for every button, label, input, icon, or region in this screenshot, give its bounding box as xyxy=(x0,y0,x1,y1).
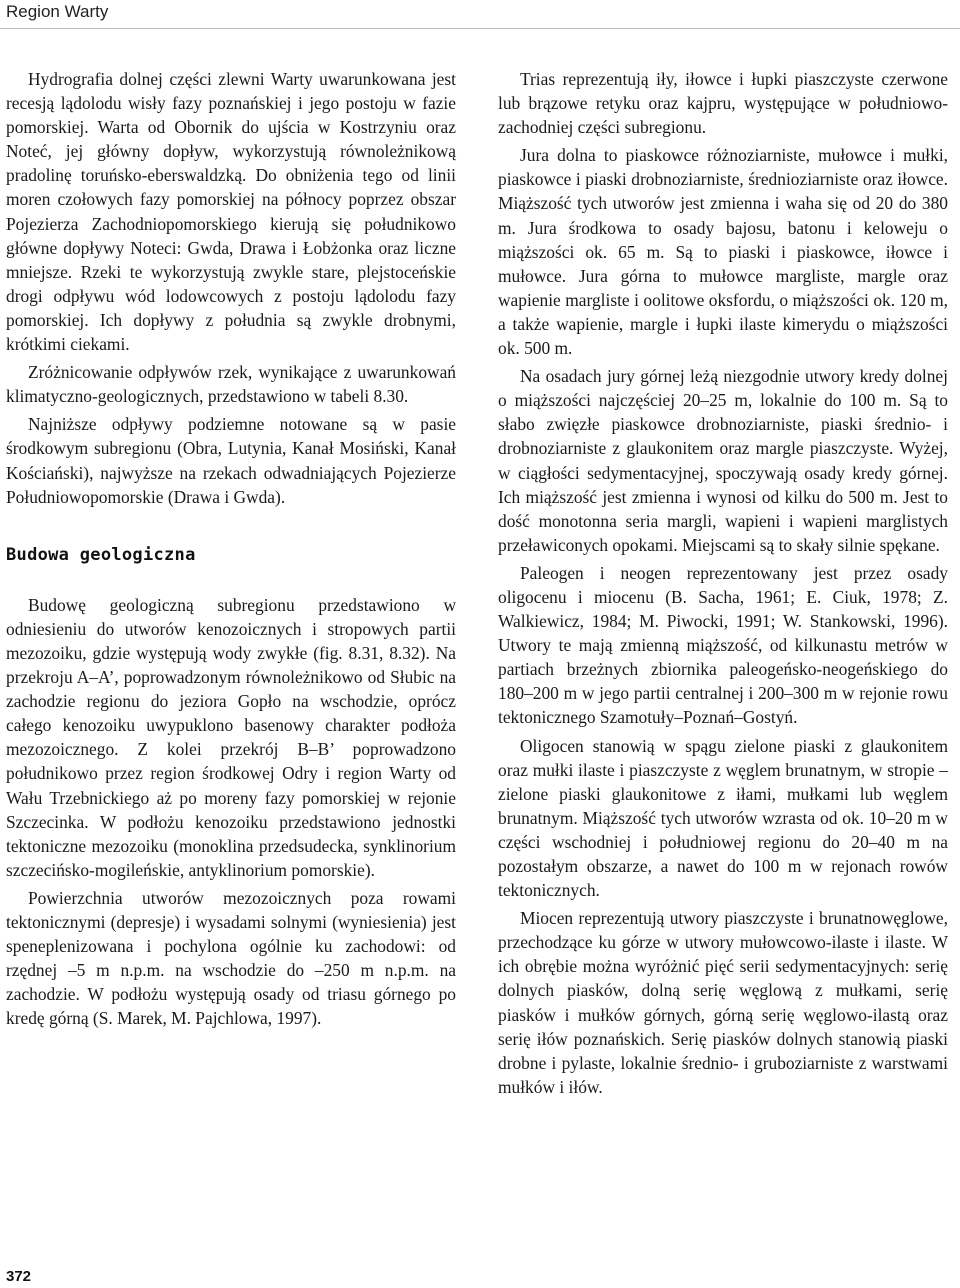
left-column xyxy=(6,67,456,1034)
running-header-title: Region Warty xyxy=(6,2,109,21)
running-header xyxy=(0,0,960,29)
paragraph: Najniższe odpływy podziemne notowane są w pasie środkowym subregionu (Obra, Lutynia, Kanał Mosiński, Kanał Kościański), najwyższe na rzekach odwadniających Pojezierze Południowopomorskie (Drawa i Gwda). xyxy=(6,414,456,507)
paragraph: Na osadach jury górnej leżą niezgodnie utwory kredy dolnej o miąższości najczęściej 20–25 m, lokalnie do 100 m. Są to słabo zwięzłe piaskowce drobnoziarniste, piaski średnio- i drobnoziarniste z glaukonitem oraz margle piaszczyste. Wyżej, w ciągłości sedymentacyjnej, spoczywają osady kredy górnej. Ich miąższość jest zmienna i wynosi od kilku do 500 m. Jest to dość monotonna seria margli, wapieni i wapieni marglistych przeławiconych opokami. Miejscami są to skały silnie spękane. xyxy=(498,366,948,555)
page-number: 372 xyxy=(6,1268,32,1285)
paragraph: Powierzchnia utworów mezozoicznych poza rowami tektonicznymi (depresje) i wysadami solnymi (wyniesienia) jest speneplenizowana i pochylona ogólnie ku zachodowi: od rzędnej –5 m n.p.m. na wschodzie do –250 m n.p.m. na zachodzie. W podłożu występują osady od triasu górnego po kredę górną (S. Marek, M. Pajchlowa, 1997). xyxy=(6,887,456,1029)
paragraph: Oligocen stanowią w spągu zielone piaski z glaukonitem oraz mułki ilaste i piaszczyste z węglem brunatnym, w stropie – zielone piaski glaukonitowe z iłami, mułkami lub węglem brunatnym. Miąższość tych utworów wzrasta od ok. 10–20 m w części wschodniej i południowej regionu do 20–40 m na pozostałym obszarze, a nawet do 100 m w rejonach rowów tektonicznych. xyxy=(498,735,948,901)
section-heading: Budowa geologiczna xyxy=(6,544,196,565)
right-column xyxy=(498,67,948,1103)
paragraph: Budowę geologiczną subregionu przedstawiono w odniesieniu do utworów kenozoicznych i stropowych partii mezozoiku, gdzie występują wody zwykłe (fig. 8.31, 8.32). Na przekroju A–A’, poprowadzonym równoleżnikowo od Słubic na zachodzie regionu do jeziora Gopło na wschodzie, oprócz całego kenozoiku uwypuklono basenowy charakter podłoża mezozoicznego. Z kolei przekrój B–B’ poprowadzono południkowo przez region środkowej Odry i region Warty od Wału Trzebnickiego aż po moreny fazy pomorskiej w rejonie Szczecinka. W podłożu kenozoiku przedstawiono jednostki tektoniczne mezozoiku (monoklina przedsudecka, synklinorium szczecińsko-mogileńskie, antyklinorium pomorskie). xyxy=(6,594,456,880)
paragraph: Trias reprezentują iły, iłowce i łupki piaszczyste czerwone lub brązowe retyku oraz kajpru, występujące w południowo-zachodniej części subregionu. xyxy=(498,69,948,138)
paragraph: Hydrografia dolnej części zlewni Warty uwarunkowana jest recesją lądolodu wisły fazy poznańskiej i jego postoju w fazie pomorskiej. Warta od Obornik do ujścia w Kostrzyniu oraz Noteć, jej główny dopływ, wykorzystują równoleżnikową pradolinę toruńsko-eberswaldzką. Do obniżenia tego od linii moren czołowych fazy pomorskiej na północy poprzez obszar Pojezierza Zachodniopomorskiego kierują się południkowo główne dopływy Noteci: Gwda, Drawa i Łobżonka oraz liczne mniejsze. Rzeki te wykorzystują zwykle stare, plejstoceńskie drogi odpływu wód lodowcowych z postoju lądolodu fazy pomorskiej. Ich dopływy z południa są zwykle drobnymi, krótkimi ciekami. xyxy=(6,69,456,355)
paragraph: Jura dolna to piaskowce różnoziarniste, mułowce i mułki, piaskowce i piaski drobnoziarniste, średnioziarniste oraz iłowce. Miąższość tych utworów jest zmienna i waha się od 20 do 380 m. Jura środkowa to osady bajosu, batonu i keloweju o miąższości ok. 65 m. Są to piaski i piaskowce, iłowce i mułowce. Jura górna to mułowce margliste, margle oraz wapienie margliste i oolitowe oksfordu, o miąższości ok. 120 m, a także wapienie, margle i łupki ilaste kimerydu o miąższości ok. 500 m. xyxy=(498,145,948,359)
paragraph: Paleogen i neogen reprezentowany jest przez osady oligocenu i miocenu (B. Sacha, 1961; E. Ciuk, 1978; Z. Walkiewicz, 1984; M. Piwocki, 1991; W. Stankowski, 1996). Utwory te mają zmienną miąższość, od kilkunastu metrów w partiach brzeżnych zbiornika paleogeńsko-neogeńskiego do 180–200 m w jego partii centralnej i 200–300 m w rejonie rowu tektonicznego Szamotuły–Poznań–Gostyń. xyxy=(498,562,948,728)
paragraph: Miocen reprezentują utwory piaszczyste i brunatnowęglowe, przechodzące ku górze w utwory mułowcowo-ilaste i ilaste. W ich obrębie można wyróżnić pięć serii sedymentacyjnych: serię dolnych piasków, dolną serię węglową z mułkami, serię piasków i mułków górnych, górną serię węglowo-ilastą oraz serię iłów poznańskich. Serię piasków dolnych stanowią piaski drobne i pylaste, lokalnie średnio- i gruboziarniste z warstwami mułków i iłów. xyxy=(498,908,948,1097)
paragraph: Zróżnicowanie odpływów rzek, wynikające z uwarunkowań klimatyczno-geologicznych, przedstawiono w tabeli 8.30. xyxy=(6,362,456,407)
